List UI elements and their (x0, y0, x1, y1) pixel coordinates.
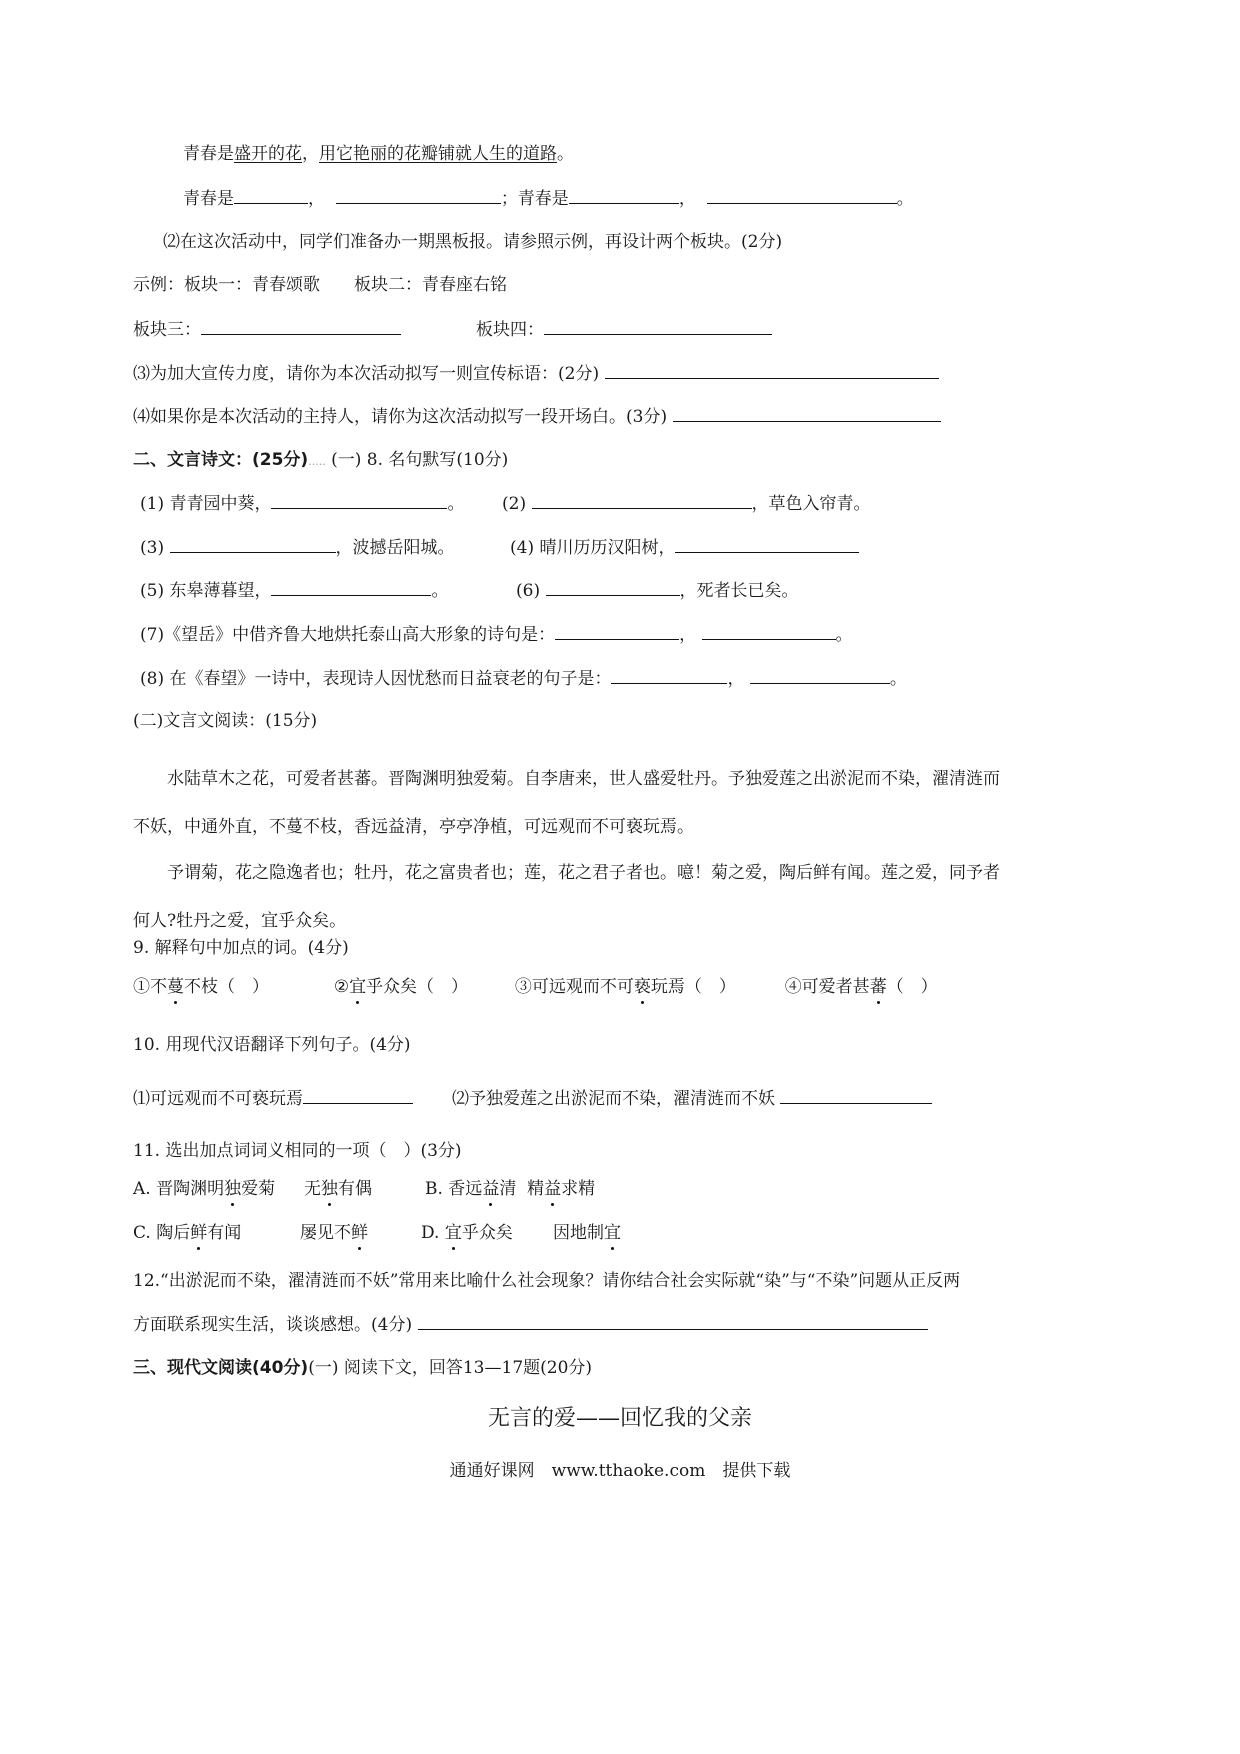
option-text: 有闻 (207, 1223, 242, 1243)
option-a[interactable] (133, 1178, 275, 1200)
poem-text: (7)《望岳》中借齐鲁大地烘托泰山高大形象的诗句是： (140, 625, 556, 645)
answer-blank[interactable] (234, 187, 308, 204)
dotted-char: 宜 (604, 1223, 621, 1243)
poem-text: ，死者长已矣。 (679, 581, 799, 601)
poem-text: (4) 晴川历历汉阳树， (510, 538, 676, 558)
dotted-char: 鲜 (190, 1223, 208, 1243)
question-2-example: 示例：板块一：青春颂歌 板块二：青春座右铭 (133, 275, 507, 295)
poem-blank[interactable] (271, 492, 447, 509)
poem-blank[interactable] (611, 667, 727, 684)
option-text: B. 香远 (425, 1179, 483, 1199)
q9-item-1 (133, 977, 269, 997)
poem-text: (5) 东皋薄暮望， (140, 581, 272, 601)
poem-1 (140, 492, 464, 515)
question-11: 11. 选出加点词词义相同的一项（ ）(3分) (133, 1141, 462, 1161)
dotted-char: 鲜 (351, 1223, 368, 1243)
section-3-title: 三、现代文阅读(40分) (133, 1358, 309, 1378)
poem-blank[interactable] (532, 492, 752, 509)
answer-blank[interactable] (707, 187, 897, 204)
poem-text: (3) (140, 538, 165, 558)
example-text: 青春是 (183, 144, 234, 164)
slogan-blank[interactable] (605, 362, 939, 379)
option-a-compare (304, 1178, 372, 1200)
option-c[interactable] (133, 1222, 241, 1244)
poem-text: 。 (447, 494, 465, 514)
board-4-line (476, 318, 772, 341)
option-d[interactable] (421, 1222, 513, 1244)
poem-text: (8) 在《春望》一诗中，表现诗人因忧愁而日益衰老的句子是： (140, 669, 612, 689)
poem-text: 。 (431, 581, 449, 601)
example-underlined-2: 用它艳丽的花瓣铺就人生的道路 (319, 144, 557, 164)
example-text: ， (302, 144, 319, 164)
answer-blank[interactable] (336, 187, 501, 204)
section-2-title: 二、文言诗文：(25分) (133, 450, 309, 470)
poem-6 (516, 579, 799, 602)
dotted-char: 益 (544, 1179, 562, 1199)
section-2-subtitle: (一) 8. 名句默写(10分) (331, 450, 509, 470)
classical-paragraph-1: 水陆草木之花，可爱者甚蕃。晋陶渊明独爱菊。自李唐来，世人盛爱牡丹。予独爱莲之出淤泥而不染，濯清涟而不妖，中通外直，不蔓不枝，香远益清，亭亭净植，可远观而不可亵玩焉。 (133, 769, 1000, 837)
dotted-char: 宜 (349, 977, 367, 997)
poem-text: ， (727, 669, 745, 689)
decorative-dots: ..... (308, 455, 326, 468)
item-text: 不枝（ ） (184, 977, 269, 997)
poem-blank[interactable] (555, 623, 679, 640)
fill-text: ， (308, 189, 325, 209)
item-text: ④可爱者甚 (784, 977, 870, 997)
poem-blank[interactable] (271, 579, 431, 596)
question-4-text: ⑷如果你是本次活动的主持人，请你为这次活动拟写一段开场白。(3分) (133, 407, 668, 427)
fill-text: ， (678, 189, 696, 209)
poem-blank[interactable] (170, 536, 336, 553)
youth-fill-line (183, 187, 914, 210)
question-10: 10. 用现代汉语翻译下列句子。(4分) (133, 1035, 411, 1055)
poem-blank[interactable] (750, 667, 890, 684)
section-3-heading (133, 1357, 592, 1379)
option-d-compare (553, 1222, 621, 1244)
translation-blank[interactable] (780, 1087, 932, 1104)
poem-text: 。 (835, 625, 853, 645)
poem-text: ，草色入帘青。 (751, 494, 871, 514)
option-c-compare (300, 1222, 368, 1244)
item-text: 玩焉（ ） (650, 977, 736, 997)
item-text: ③可远观而不可 (514, 977, 634, 997)
board-3-line (133, 318, 401, 341)
fill-text: ；青春是 (500, 189, 569, 209)
poem-text: 。 (889, 669, 907, 689)
poem-8 (140, 667, 907, 690)
item-text: ② (333, 977, 350, 997)
option-text: 爱菊 (241, 1179, 276, 1199)
item-text: 乎众矣（ ） (366, 977, 469, 997)
option-text: 乎众矣 (461, 1223, 513, 1243)
classical-heading: (二)文言文阅读：(15分) (133, 711, 318, 731)
page-footer: 通通好课网 www.tthaoke.com 提供下载 (449, 1461, 791, 1481)
example-text: 。 (557, 144, 574, 164)
sentence-text: ⑵予独爱莲之出淤泥而不染，濯清涟而不妖 (452, 1089, 775, 1109)
question-10-s1 (133, 1087, 413, 1110)
question-10-s2 (452, 1087, 932, 1110)
option-text: D. (421, 1223, 445, 1243)
option-text: 清 (499, 1179, 517, 1199)
board-4-blank[interactable] (544, 318, 772, 335)
dotted-char: 亵 (633, 977, 651, 997)
q9-item-2 (334, 977, 468, 997)
board-4-label: 板块四： (476, 320, 544, 340)
question-9-items (133, 976, 938, 998)
q9-item-3 (515, 977, 736, 997)
option-text: 精 (527, 1179, 545, 1199)
option-text: C. 陶后 (133, 1223, 191, 1243)
item-text: ①不 (133, 977, 167, 997)
poem-text: (1) 青青园中葵， (140, 494, 272, 514)
poem-blank[interactable] (702, 623, 836, 640)
classical-paragraph-2: 予谓菊，花之隐逸者也；牡丹，花之富贵者也；莲，花之君子者也。噫！菊之爱，陶后鲜有闻。莲之爱，同予者何人?牡丹之爱，宜乎众矣。 (133, 863, 1000, 931)
dotted-char: 蕃 (869, 977, 887, 997)
article-title: 无言的爱——回忆我的父亲 (487, 1406, 752, 1431)
q9-item-4 (785, 977, 938, 997)
question-12-line-1: 12.“出淤泥而不染，濯清涟而不妖”常用来比喻什么社会现象？请你结合社会实际就“染”与“不染”问题从正反两 (133, 1271, 961, 1291)
sentence-text: ⑴可远观而不可亵玩焉 (133, 1089, 303, 1109)
translation-blank[interactable] (303, 1087, 413, 1104)
option-b[interactable] (425, 1178, 595, 1200)
dotted-char: 蔓 (167, 977, 184, 997)
question-2: ⑵在这次活动中，同学们准备办一期黑板报。请参照示例，再设计两个板块。(2分) (163, 232, 783, 252)
example-underlined-1: 盛开的花 (234, 144, 302, 164)
question-3-text: ⑶为加大宣传力度，请你为本次活动拟写一则宣传标语：(2分) (133, 364, 600, 384)
question-12-text: 方面联系现实生活，谈谈感想。(4分) (133, 1315, 413, 1335)
poem-text: (2) (502, 494, 527, 514)
poem-5 (140, 579, 448, 602)
option-text: 有偶 (338, 1179, 372, 1199)
question-3 (133, 362, 939, 385)
question-4 (133, 405, 941, 428)
poem-7 (140, 623, 853, 646)
board-3-blank[interactable] (201, 318, 401, 335)
poem-blank[interactable] (546, 579, 680, 596)
item-text: （ ） (886, 977, 938, 997)
poem-2 (502, 492, 871, 515)
option-text: A. 晋陶渊明 (133, 1179, 225, 1199)
dotted-char: 独 (224, 1179, 242, 1199)
opinion-blank[interactable] (418, 1313, 928, 1330)
dotted-char: 宜 (444, 1223, 462, 1243)
fill-text: 。 (896, 189, 914, 209)
section-3-subtitle: (一) 阅读下文，回答13—17题(20分) (308, 1358, 593, 1378)
youth-example-line (183, 143, 574, 165)
dotted-char: 独 (321, 1179, 338, 1199)
board-3-label: 板块三： (133, 320, 201, 340)
option-text: 因地制 (553, 1223, 604, 1243)
poem-text: ，波撼岳阳城。 (335, 538, 455, 558)
poem-3 (140, 536, 455, 559)
option-text: 求精 (561, 1179, 596, 1199)
dotted-char: 益 (482, 1179, 500, 1199)
poem-text: ， (679, 625, 697, 645)
question-12-line-2 (133, 1313, 928, 1336)
fill-text: 青春是 (183, 189, 234, 209)
answer-blank[interactable] (569, 187, 679, 204)
section-2-heading (133, 449, 508, 473)
poem-text: (6) (516, 581, 541, 601)
option-text: 屡见不 (300, 1223, 351, 1243)
question-9: 9. 解释句中加点的词。(4分) (133, 938, 349, 958)
poem-4 (510, 536, 859, 559)
poem-blank[interactable] (675, 536, 859, 553)
option-text: 无 (304, 1179, 321, 1199)
opening-blank[interactable] (673, 405, 941, 422)
